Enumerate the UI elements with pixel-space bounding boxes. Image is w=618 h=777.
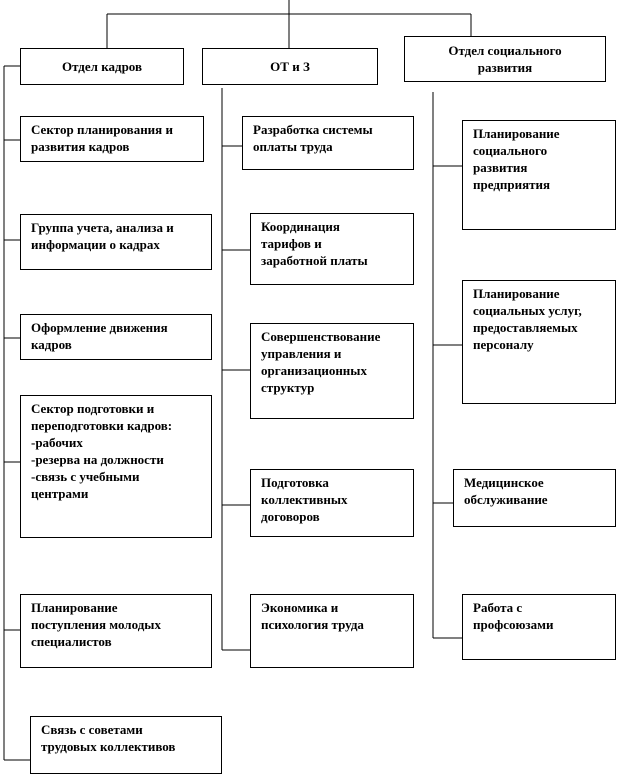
- ot-item-label: Экономика и психология труда: [261, 600, 364, 632]
- hr-item-label: Планирование поступления молодых специалистов: [31, 600, 161, 649]
- social-item-services-planning: [462, 280, 616, 404]
- ot-item-management: [250, 323, 414, 419]
- social-item-trade-unions: [462, 594, 616, 660]
- ot-item-payroll-system: [242, 116, 414, 170]
- dept-hr-label: Отдел кадров: [61, 59, 142, 74]
- ot-item-collective-agreements: [250, 469, 414, 537]
- ot-item-labor-economics: [250, 594, 414, 668]
- social-item-label: Медицинское обслуживание: [464, 475, 548, 507]
- hr-item-label: Оформление движения кадров: [31, 320, 168, 352]
- social-item-label: Работа с профсоюзами: [473, 600, 554, 632]
- hr-item-labor-councils: [30, 716, 222, 774]
- ot-item-label: Подготовка коллективных договоров: [261, 475, 348, 524]
- dept-hr: [20, 48, 184, 85]
- dept-social-label: Отдел социального развития: [448, 43, 562, 75]
- social-item-label: Планирование социального развития предприятия: [473, 126, 560, 192]
- dept-ot: [202, 48, 378, 85]
- hr-item-label: Сектор планирования и развития кадров: [31, 122, 173, 154]
- hr-item-planning: [20, 116, 204, 162]
- ot-item-label: Разработка системы оплаты труда: [253, 122, 373, 154]
- hr-item-label: Сектор подготовки и переподготовки кадров: -рабочих -резерва на должности -связь с учебными центрами: [31, 401, 173, 501]
- dept-ot-label: ОТ и З: [270, 59, 310, 74]
- social-item-medical: [453, 469, 616, 527]
- ot-item-tariffs: [250, 213, 414, 285]
- hr-item-young-specialists: [20, 594, 212, 668]
- dept-social: [404, 36, 606, 82]
- hr-item-label: Связь с советами трудовых коллективов: [41, 722, 176, 754]
- social-item-label: Планирование социальных услуг, предоставляемых персоналу: [473, 286, 582, 352]
- ot-item-label: Координация тарифов и заработной платы: [261, 219, 368, 268]
- hr-item-label: Группа учета, анализа и информации о кадрах: [31, 220, 174, 252]
- social-item-development-planning: [462, 120, 616, 230]
- hr-item-movement: [20, 314, 212, 360]
- hr-item-training: [20, 395, 212, 538]
- ot-item-label: Совершенствование управления и организационных структур: [261, 329, 381, 395]
- hr-item-accounting: [20, 214, 212, 270]
